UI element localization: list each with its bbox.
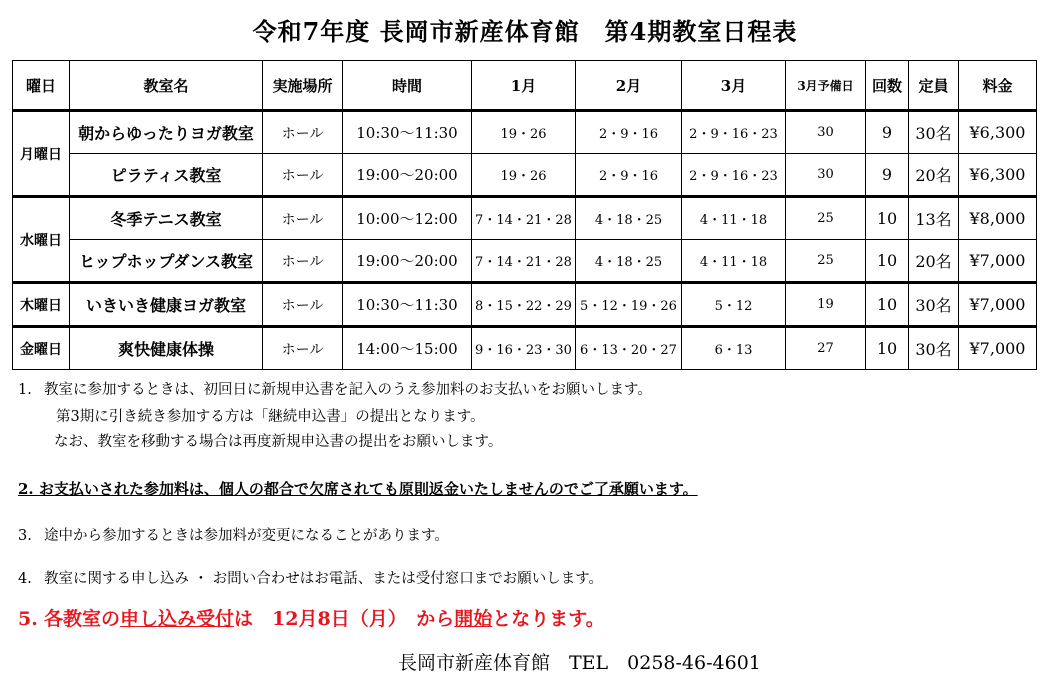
reserve-cell: 30 [786,154,866,197]
feb-dates-cell: 2・9・16 [576,154,682,197]
time-cell: 10:00～12:00 [343,197,472,240]
jan-dates-cell: 19・26 [472,154,576,197]
note-5-part-e: から [397,608,455,630]
header-class-name: 教室名 [70,61,263,111]
feb-dates-cell: 6・13・20・27 [576,327,682,370]
mar-dates-cell: 2・9・16・23 [682,154,786,197]
jan-dates-cell: 7・14・21・28 [472,240,576,283]
mar-dates-cell: 4・11・18 [682,240,786,283]
location-cell: ホール [263,197,343,240]
capacity-cell: 20名 [909,240,959,283]
count-cell: 10 [866,327,909,370]
capacity-cell: 30名 [909,283,959,327]
table-row [13,111,1037,154]
note-1-line-3: なお、教室を移動する場合は再度新規申込書の提出をお願いします。 [54,434,503,450]
capacity-cell: 30名 [909,327,959,370]
jan-dates-cell: 7・14・21・28 [472,197,576,240]
note-3-number: 3. [18,528,32,544]
time-cell: 10:30～11:30 [343,283,472,327]
location-cell: ホール [263,327,343,370]
class-name-cell: 爽快健康体操 [70,327,263,370]
note-4-number: 4. [18,571,32,587]
count-cell: 10 [866,240,909,283]
class-name-cell: ピラティス教室 [70,154,263,197]
note-5 [18,604,605,631]
fee-cell: ¥6,300 [959,111,1037,154]
capacity-cell: 20名 [909,154,959,197]
location-cell: ホール [263,154,343,197]
mar-dates-cell: 6・13 [682,327,786,370]
fee-cell: ¥7,000 [959,327,1037,370]
header-capacity: 定員 [909,61,959,111]
header-jan: 1月 [472,61,576,111]
mar-dates-cell: 2・9・16・23 [682,111,786,154]
header-count: 回数 [866,61,909,111]
time-cell: 14:00～15:00 [343,327,472,370]
header-feb: 2月 [576,61,682,111]
feb-dates-cell: 5・12・19・26 [576,283,682,327]
class-name-cell: 冬季テニス教室 [70,197,263,240]
page-title: 令和7年度 長岡市新産体育館 第4期教室日程表 [252,17,798,46]
note-5-part-b: 申し込み受付 [120,608,235,630]
mar-dates-cell: 4・11・18 [682,197,786,240]
note-2: 2. お支払いされた参加料は、個人の都合で欠席されても原則返金いたしませんのでご了承願います。 [18,480,698,498]
class-name-cell: いきいき健康ヨガ教室 [70,283,263,327]
fee-cell: ¥7,000 [959,283,1037,327]
time-cell: 19:00～20:00 [343,240,472,283]
reserve-cell: 25 [786,197,866,240]
table-row [13,240,1037,283]
reserve-cell: 27 [786,327,866,370]
count-cell: 10 [866,197,909,240]
header-location: 実施場所 [263,61,343,111]
fee-cell: ¥7,000 [959,240,1037,283]
note-5-part-d: 12月8日（月） [272,608,398,630]
fee-cell: ¥8,000 [959,197,1037,240]
note-5-part-f: 開始 [454,608,493,630]
capacity-cell: 13名 [909,197,959,240]
class-name-cell: ヒップホップダンス教室 [70,240,263,283]
capacity-cell: 30名 [909,111,959,154]
location-cell: ホール [263,240,343,283]
schedule-table [12,60,1037,370]
note-4-text: 教室に関する申し込み ・ お問い合わせはお電話、または受付窓口までお願いします。 [44,571,604,587]
count-cell: 10 [866,283,909,327]
header-time: 時間 [343,61,472,111]
day-cell-wed: 水曜日 [13,197,70,283]
note-3 [18,524,449,545]
table-row [13,283,1037,327]
jan-dates-cell: 8・15・22・29 [472,283,576,327]
header-reserve: 3月予備日 [786,61,866,111]
time-cell: 19:00～20:00 [343,154,472,197]
fee-cell: ¥6,300 [959,154,1037,197]
jan-dates-cell: 19・26 [472,111,576,154]
table-row [13,197,1037,240]
time-cell: 10:30～11:30 [343,111,472,154]
footer-contact: 長岡市新産体育館 TEL 0258-46-4601 [398,652,761,674]
jan-dates-cell: 9・16・23・30 [472,327,576,370]
note-1 [18,378,652,399]
note-5-part-g: となります。 [492,608,605,630]
reserve-cell: 30 [786,111,866,154]
note-1-line-1: 教室に参加するときは、初回日に新規申込書を記入のうえ参加料のお支払いをお願いします。 [44,382,652,398]
count-cell: 9 [866,154,909,197]
note-5-number: 5. [18,608,38,630]
note-1-number: 1. [18,382,32,398]
count-cell: 9 [866,111,909,154]
note-5-part-c: は [234,608,273,630]
header-fee: 料金 [959,61,1037,111]
day-cell-fri: 金曜日 [13,327,70,370]
day-cell-thu: 木曜日 [13,283,70,327]
table-header-row [13,61,1037,111]
note-1-line-2: 第3期に引き続き参加する方は「継続申込書」の提出となります。 [56,409,485,425]
day-cell-mon: 月曜日 [13,111,70,197]
header-day: 曜日 [13,61,70,111]
feb-dates-cell: 4・18・25 [576,197,682,240]
header-mar: 3月 [682,61,786,111]
table-row [13,154,1037,197]
mar-dates-cell: 5・12 [682,283,786,327]
feb-dates-cell: 2・9・16 [576,111,682,154]
feb-dates-cell: 4・18・25 [576,240,682,283]
class-name-cell: 朝からゆったりヨガ教室 [70,111,263,154]
location-cell: ホール [263,283,343,327]
reserve-cell: 19 [786,283,866,327]
note-5-part-a: 各教室の [44,608,121,630]
note-4 [18,567,603,588]
reserve-cell: 25 [786,240,866,283]
note-3-text: 途中から参加するときは参加料が変更になることがあります。 [44,528,449,544]
location-cell: ホール [263,111,343,154]
table-row [13,327,1037,370]
